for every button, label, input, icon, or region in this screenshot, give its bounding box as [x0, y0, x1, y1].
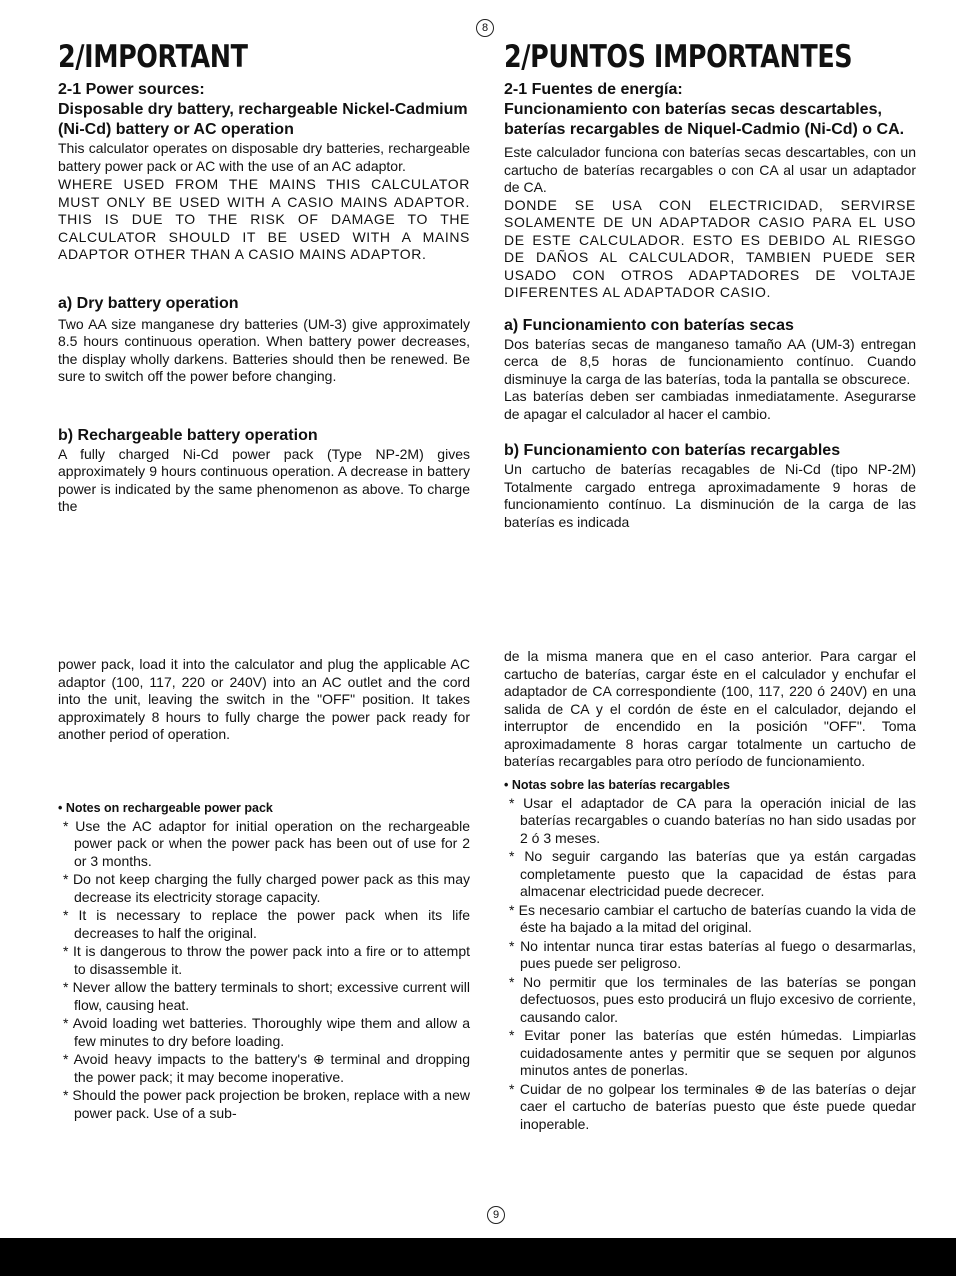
spanish-warning: DONDE SE USA CON ELECTRICIDAD, SERVIRSE SOLAMENTE DE UN ADAPTADOR CASIO PARA EL USO DE ESTE CALCULADOR. ESTO ES DEBIDO AL RIESGO DE DAÑOS AL CALCULADOR, TAMBIEN PUEDE SER USADO CON OTROS ADAPTADORES DE VOLTAJE DIFERENTES AL ADAPTADOR CASIO. [504, 196, 916, 300]
english-subtitle: Disposable dry battery, rechargeable Nickel-Cadmium (Ni-Cd) battery or AC operation [58, 101, 468, 138]
list-item: * Avoid loading wet batteries. Thoroughly wipe them and allow a few minutes to dry before loading. [58, 1015, 470, 1050]
spanish-column-bottom [504, 648, 916, 1134]
list-item: * Evitar poner las baterías que estén húmedas. Limpiarlas cuidadosamente antes y permitir que se sequen por algunos minutos antes de ponerlas. [504, 1027, 916, 1080]
spanish-intro: Este calculador funciona con baterías secas descartables, con un cartucho de baterías recargables o con CA al usar un adaptador de CA. [504, 144, 916, 195]
list-item: * No seguir cargando las baterías que ya están cargadas completamente puesto que la capacidad de éstas para almacenar electricidad puede decrecer. [504, 848, 916, 901]
list-item: * Usar el adaptador de CA para la operación inicial de las baterías recargables o cuando baterías no han sido usadas por 2 ó 3 meses. [504, 795, 916, 848]
spanish-section-heading: 2-1 Fuentes de energía: [504, 81, 683, 98]
english-column-bottom [58, 656, 470, 1123]
english-column-top [58, 40, 470, 516]
english-section-heading: 2-1 Power sources: [58, 81, 205, 98]
scan-bottom-border [0, 1238, 956, 1276]
spanish-subtitle: Funcionamiento con baterías secas descartables, baterías recargables de Niquel-Cadmio (Ni-Cd) o CA. [504, 101, 905, 138]
english-warning: WHERE USED FROM THE MAINS THIS CALCULATOR MUST ONLY BE USED WITH A CASIO MAINS ADAPTOR. THIS IS DUE TO THE RISK OF DAMAGE TO THE CALCULATOR SHOULD IT BE USED WITH A MAINS ADAPTOR OTHER THAN A CASIO MAINS ADAPTOR. [58, 176, 470, 262]
english-dry-heading: a) Dry battery operation [58, 294, 239, 312]
spanish-column-top [504, 40, 916, 531]
list-item: * Es necesario cambiar el cartucho de baterías cuando la vida de éste ha bajado a la mitad del original. [504, 902, 916, 937]
spanish-title: 2/PUNTOS IMPORTANTES [504, 39, 853, 75]
english-rech-text-2: power pack, load it into the calculator and plug the applicable AC adaptor (100, 117, 220 or 240V) into an AC outlet and the cord into the unit, leaving the switch in the "OFF" position. It takes approximately 8 hours to fully charge the power pack ready for another period of operation. [58, 656, 470, 742]
list-item: * It is necessary to replace the power pack when its life decreases to half the original. [58, 907, 470, 942]
list-item: * Never allow the battery terminals to short; excessive current will flow, causing heat. [58, 979, 470, 1014]
english-notes-list [58, 818, 470, 1123]
spanish-rech-heading: b) Funcionamiento con baterías recargables [504, 442, 841, 459]
spanish-notes-list [504, 795, 916, 1134]
list-item: * Avoid heavy impacts to the battery's ⊕ terminal and dropping the power pack; it may become inoperative. [58, 1051, 470, 1086]
page-number-bottom: 9 [487, 1206, 505, 1224]
spanish-dry-heading: a) Funcionamiento con baterías secas [504, 316, 794, 334]
list-item: * Should the power pack projection be broken, replace with a new power pack. Use of a sub- [58, 1087, 470, 1122]
english-title: 2/IMPORTANT [58, 39, 248, 75]
english-rech-heading: b) Rechargeable battery operation [58, 426, 318, 444]
list-item: * Cuidar de no golpear los terminales ⊕ de las baterías o dejar caer el cartucho de baterías puesto que éste puede quedar inoperable. [504, 1081, 916, 1134]
english-intro: This calculator operates on disposable dry batteries, rechargeable battery power pack or AC with the use of an AC adaptor. [58, 140, 470, 174]
spanish-rech-text-2: de la misma manera que en el caso anterior. Para cargar el cartucho de baterías, cargar éste en el calculador y enchufar el adaptador de CA correspondiente (100, 117, 220 ó 240V) en una salida de CA y el cordón de éste en el calculador, dejando el interruptor de encendido en la posición "OFF". Toma aproximadamente 8 horas cargar totalmente un cartucho de baterías recargables para otro período de funcionamiento. [504, 648, 916, 769]
english-dry-text: Two AA size manganese dry batteries (UM-3) give approximately 8.5 hours continuous operation. When battery power decreases, the display wholly darkens. Batteries should then be renewed. Be sure to switch off the power before changing. [58, 315, 470, 384]
list-item: * Do not keep charging the fully charged power pack as this may decrease its electricity storage capacity. [58, 871, 470, 906]
list-item: * No intentar nunca tirar estas baterías al fuego o desarmarlas, pues puede ser peligroso. [504, 938, 916, 973]
list-item: * No permitir que los terminales de las baterías se pongan defectuosos, pues esto producirá un flujo excesivo de corriente, causando calor. [504, 974, 916, 1027]
english-rech-text-1: A fully charged Ni-Cd power pack (Type NP-2M) gives approximately 9 hours continuous operation. A decrease in battery power is indicated by the same phenomenon as above. To charge the [58, 445, 470, 514]
list-item: * Use the AC adaptor for initial operation on the rechargeable power pack or when the power pack has been out of use for 2 or 3 months. [58, 818, 470, 871]
spanish-dry-text-2: Las baterías deben ser cambiadas inmediatamente. Asegurarse de apagar el calculador al hacer el cambio. [504, 388, 916, 422]
page-number-top: 8 [476, 19, 494, 37]
list-item: * It is dangerous to throw the power pack into a fire or to attempt to disassemble it. [58, 943, 470, 978]
spanish-rech-text-1: Un cartucho de baterías recagables de Ni-Cd (tipo NP-2M) Totalmente cargado entrega aproximadamente 9 horas de funcionamiento contínuo. La disminución de la carga de las baterías es indicada [504, 461, 916, 530]
spanish-dry-text: Dos baterías secas de manganeso tamaño AA (UM-3) entregan cerca de 8,5 horas de funcionamiento contínuo. Cuando disminuye la carga de las baterías, toda la pantalla se obscurece. [504, 335, 916, 387]
spanish-notes-heading: • Notas sobre las baterías recargables [504, 777, 731, 792]
english-notes-heading: • Notes on rechargeable power pack [58, 800, 273, 815]
